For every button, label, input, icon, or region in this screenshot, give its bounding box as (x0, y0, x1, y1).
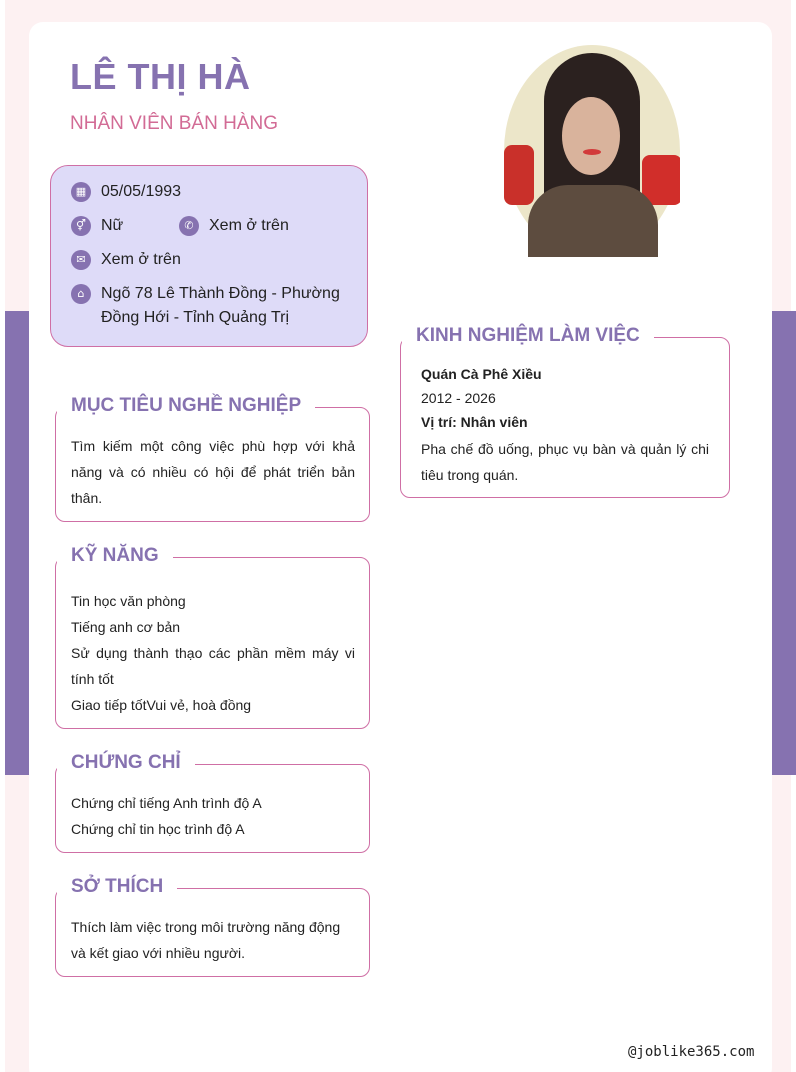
address-row (71, 282, 340, 330)
certificates-title: CHỨNG CHỈ (57, 751, 195, 775)
hobbies-section (55, 876, 370, 977)
candidate-name: LÊ THỊ HÀ (70, 56, 251, 97)
mail-icon: ✉ (71, 250, 91, 270)
certificates-list (71, 790, 355, 842)
experience-description: Pha chế đồ uống, phục vụ bàn và quản lý chi tiêu trong quán. (421, 441, 709, 483)
experience-entry (421, 362, 709, 488)
address-value (101, 282, 340, 330)
experience-position-row (421, 410, 709, 434)
gender-icon: ⚥ (71, 216, 91, 236)
certificates-section (55, 752, 370, 853)
home-icon: ⌂ (71, 284, 91, 304)
phone-row (179, 214, 289, 238)
address-line-1: Ngõ 78 Lê Thành Đồng - Phường (101, 285, 340, 302)
phone-value: Xem ở trên (209, 217, 289, 234)
experience-position: Nhân viên (460, 414, 528, 430)
hobbies-text: Thích làm việc trong môi trường năng động và kết giao với nhiều người. (71, 919, 341, 961)
experience-position-label: Vị trí: (421, 414, 457, 430)
decorative-band-right (772, 311, 796, 775)
email-value: Xem ở trên (101, 251, 181, 268)
certificate-item: Chứng chỉ tiếng Anh trình độ A (71, 795, 262, 811)
birthday-value: 05/05/1993 (101, 183, 182, 200)
objective-text: Tìm kiếm một công việc phù hợp với khả năng và có nhiều có hội để phát triển bản thân. (71, 438, 355, 506)
address-line-2: Đồng Hới - Tỉnh Quảng Trị (101, 309, 290, 326)
watermark-text: @joblike365.com (628, 1044, 755, 1060)
gender-value: Nữ (101, 217, 124, 234)
skill-item: Tiếng anh cơ bản (71, 619, 181, 635)
skill-item: Giao tiếp tốtVui vẻ, hoà đồng (71, 697, 252, 713)
calendar-icon: ▦ (71, 182, 91, 202)
gender-row (71, 214, 123, 238)
experience-section (400, 325, 730, 498)
experience-company: Quán Cà Phê Xiều (421, 366, 542, 382)
job-title: NHÂN VIÊN BÁN HÀNG (70, 113, 278, 134)
experience-title: KINH NGHIỆM LÀM VIỆC (402, 324, 654, 348)
birthday-row (71, 180, 181, 204)
skills-title: KỸ NĂNG (57, 544, 173, 568)
skill-item: Sử dụng thành thạo các phần mềm máy vi tính tốt (71, 645, 355, 687)
certificate-item: Chứng chỉ tin học trình độ A (71, 821, 245, 837)
objective-section (55, 395, 370, 522)
profile-photo (504, 45, 680, 257)
objective-title: MỤC TIÊU NGHỀ NGHIỆP (57, 394, 315, 418)
skill-item: Tin học văn phòng (71, 593, 186, 609)
experience-period: 2012 - 2026 (421, 390, 496, 406)
phone-icon: ✆ (179, 216, 199, 236)
email-row (71, 248, 181, 272)
decorative-band-left (5, 311, 29, 775)
hobbies-title: SỞ THÍCH (57, 875, 177, 899)
contact-info-box (50, 165, 368, 347)
skills-list (71, 588, 355, 718)
skills-section (55, 545, 370, 729)
